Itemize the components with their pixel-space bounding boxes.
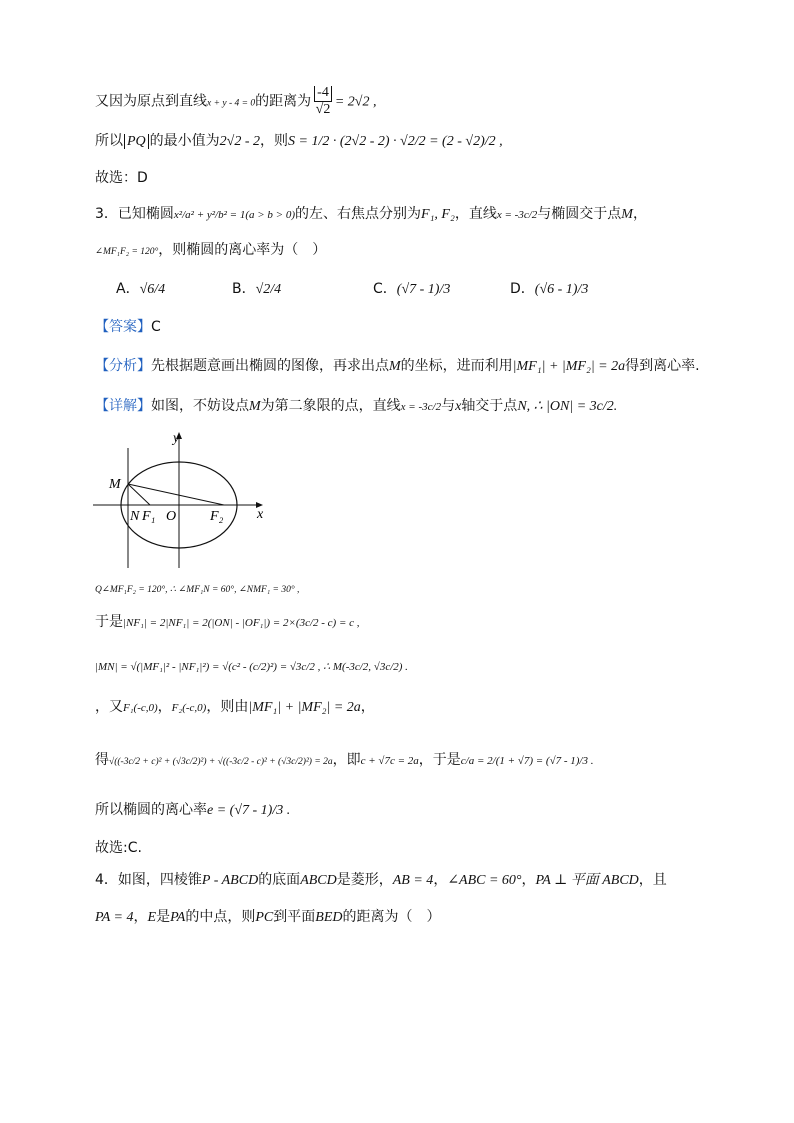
label-f1: F₁	[142, 509, 156, 524]
step-6: 所以椭圆的离心率e = (√7 - 1)/3 .	[95, 802, 291, 818]
label-x: x	[257, 507, 264, 522]
distance-result: = 2√2 ,	[334, 94, 377, 110]
q3-stem-line-2: ∠MF₁F₂ = 120°，则椭圆的离心率为（ ）	[95, 242, 327, 258]
label-m: M	[109, 477, 121, 492]
step-5: 得√((-3c/2 + c)² + (√3c/2)²) + √((-3c/2 - c)² + (√3c/2)²) = 2a，即c + √7c = 2a，于是c/a = 2/(1 + √7) = (√7 - 1)/3 .	[95, 752, 594, 768]
label-f2: F₂	[210, 509, 224, 524]
prev-line-1: 又因为原点到直线x + y - 4 = 0的距离为 $\frac{-4}{√2}$ = 2√2 ,	[95, 85, 377, 117]
q3-number: 3．	[95, 206, 118, 222]
distance-fraction: $\frac{-4}{√2}$	[315, 85, 331, 117]
option-d[interactable]: D．(√6 - 1)/3	[510, 281, 589, 297]
prev-line-2: 所以 PQ 的最小值为2√2 - 2，则S = 1/2 · (2√2 - 2) · √2/2 = (2 - √2)/2 ,	[95, 133, 503, 149]
segment-mf1	[128, 484, 150, 505]
q4-stem-line-1: 4．如图，四棱锥P - ABCD的底面ABCD是菱形，AB = 4，∠ABC = 60°，PA ⊥ 平面 ABCD，且	[95, 872, 667, 888]
ellipse-figure	[93, 428, 273, 573]
step-1: Q∠MF₁F₂ = 120°, ∴ ∠MF₁N = 60°, ∠NMF₁ = 30° ,	[95, 585, 300, 595]
answer-line	[95, 317, 161, 337]
q3-final-answer: 故选:C.	[95, 840, 142, 856]
option-b[interactable]: B．√2/4	[232, 281, 282, 297]
segment-mf2	[128, 484, 224, 505]
q3-stem-line-1: 3．已知椭圆x²/a² + y²/b² = 1(a > b > 0)的左、右焦点分别为F₁, F₂，直线x = -3c/2与椭圆交于点M，	[95, 206, 647, 222]
label-o: O	[166, 509, 177, 524]
answer-tag: 【答案】	[95, 319, 151, 335]
label-n: N	[130, 509, 140, 524]
answer-value: C	[151, 319, 161, 335]
angle-condition: ∠MF₁F₂ = 120°	[95, 247, 159, 257]
min-value: 2√2 - 2	[219, 134, 261, 149]
foci-labels: F₁, F₂	[421, 207, 455, 222]
eccentricity-result: e = (√7 - 1)/3 .	[207, 803, 291, 818]
step-2: 于是|NF₁| = 2|NF₁| = 2(|ON| - |OF₁|) = 2×(3c/2 - c) = c ,	[95, 614, 360, 630]
step-4: ，又F₁(-c,0)，F₂(-c,0)，则由|MF₁| + |MF₂| = 2a，	[95, 699, 375, 715]
label-y: y	[173, 431, 180, 446]
option-c[interactable]: C．(√7 - 1)/3	[373, 281, 451, 297]
prev-answer: 故选：D	[95, 170, 148, 186]
pq-segment: PQ	[124, 134, 149, 149]
area-formula: S = 1/2 · (2√2 - 2) · √2/2 = (2 - √2)/2 ,	[288, 134, 503, 149]
detail-tag: 【详解】	[95, 398, 151, 414]
analysis-tag: 【分析】	[95, 358, 151, 374]
focal-sum: |MF₁| + |MF₂| = 2a	[512, 359, 626, 374]
q4-stem-line-2: PA = 4，E是PA的中点，则PC到平面BED的距离为（ ）	[95, 909, 441, 925]
ellipse-equation: x²/a² + y²/b² = 1(a > b > 0)	[173, 209, 296, 221]
detail-line: 【详解】如图，不妨设点M为第二象限的点，直线x = -3c/2与x轴交于点N, ∴ |ON| = 3c/2.	[95, 398, 618, 414]
line-equation: x + y - 4 = 0	[207, 98, 256, 109]
analysis-line: 【分析】先根据题意画出椭圆的图像，再求出点M的坐标，进而利用|MF₁| + |MF₂| = 2a得到离心率.	[95, 358, 700, 374]
step-3: |MN| = √(|MF₁|² - |NF₁|²) = √(c² - (c/2)²) = √3c/2 , ∴ M(-3c/2, √3c/2) .	[95, 661, 408, 673]
option-a[interactable]: A．√6/4	[116, 281, 166, 297]
line-equation-q3: x = -3c/2	[496, 209, 538, 221]
q4-number: 4．	[95, 872, 118, 888]
